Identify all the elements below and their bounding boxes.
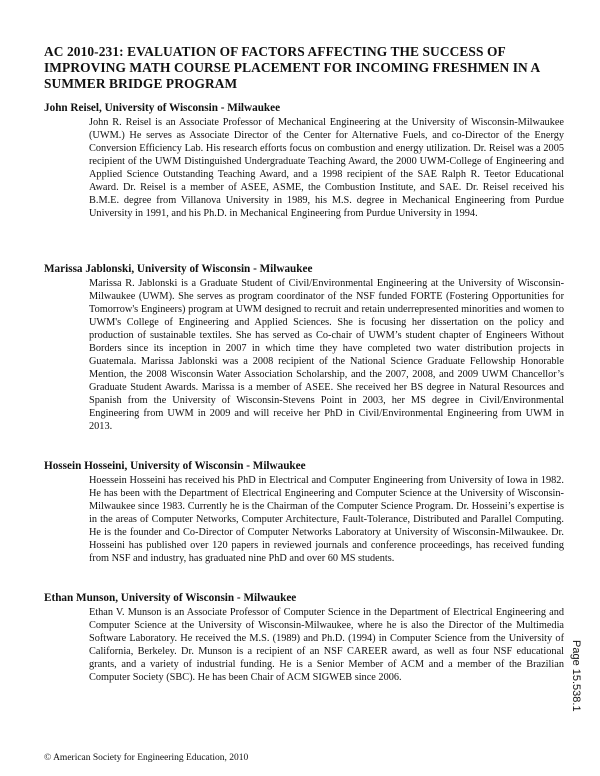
author-bio-text: Hoessein Hosseini has received his PhD in Electrical and Computer Engineering from University of Iowa in 1982. He has been with the Department of Electrical Engineering and Computer Science at the University of Wisconsin-Milwaukee since 1983. Currently he is the Chairman of the Computer Science Program. Dr. Hosseini’s expertise is in the areas of Computer Networks, Computer Architecture, Fault-Tolerance, Distributed and Parallel Computing. He is the founder and Co-Director of Computer Networks Laboratory at University of Wisconsin-Milwaukee. Dr. Hosseini has published over 120 papers in reviewed journals and conference proceedings, has received funding from NSF and industry, has graduated nine PhD and over 60 MS students. [89, 475, 564, 564]
author-bio-jablonski [44, 263, 564, 433]
author-bio-text: Marissa R. Jablonski is a Graduate Student of Civil/Environmental Engineering at the University of Wisconsin-Milwaukee (UWM). She serves as program coordinator of the NSF funded FORTE (Fostering Opportunities for Tomorrow's Engineers) program at UWM designed to recruit and retain underrepresented minorities and women to UWM's College of Engineering and Applied Sciences. She is focusing her dissertation on the policy and production of sustainable textiles. She has served as Co-chair of UWM’s student chapter of Engineers Without Borders since its inception in 2007 in which time they have completed two water distribution projects in Guatemala. Marissa Jablonski was a 2008 recipient of the National Science Graduate Fellowship Honorable Mention, the 2008 Wisconsin Water Association Scholarship, and the 2007, 2008, and 2009 UWM Chancellor’s Graduate Student Awards. Marissa is a member of ASEE. She received her BS degree in Natural Resources and Spanish from the University of Wisconsin-Stevens Point in 2003, her MS degree in Civil/Environmental Engineering from UWM in 2009 and will receive her PhD in Civil/Environmental Engineering from UWM in 2013. [89, 278, 564, 432]
page-number: Page 15.538.1 [570, 640, 582, 712]
author-name: Ethan Munson, University of Wisconsin - Milwaukee [44, 592, 297, 604]
author-bio-munson [44, 592, 564, 684]
paper-title: AC 2010-231: EVALUATION OF FACTORS AFFECTING THE SUCCESS OF IMPROVING MATH COURSE PLACEMENT FOR INCOMING FRESHMEN IN A SUMMER BRIDGE PROGRAM [44, 44, 540, 91]
author-bio-text: John R. Reisel is an Associate Professor of Mechanical Engineering at the University of Wisconsin-Milwaukee (UWM.) He serves as Associate Director of the Center for Alternative Fuels, and co-Director of the Energy Conversion Efficiency Lab. His research efforts focus on combustion and energy utilization. Dr. Reisel was a 2005 recipient of the UWM Distinguished Undergraduate Teaching Award, the 2000 UWM-College of Engineering and Applied Science Outstanding Teaching Award, and a 1998 recipient of the SAE Ralph R. Teetor Educational Award. Dr. Reisel is a member of ASEE, ASME, the Combustion Institute, and SAE. Dr. Reisel received his B.M.E. degree from Villanova University in 1989, his M.S. degree in Mechanical Engineering from Purdue University in 1991, and his Ph.D. in Mechanical Engineering from Purdue University in 1994. [89, 117, 564, 219]
author-bio-reisel [44, 102, 564, 220]
author-name: John Reisel, University of Wisconsin - Milwaukee [44, 102, 281, 114]
author-name: Marissa Jablonski, University of Wisconsin - Milwaukee [44, 263, 313, 275]
author-bio-hosseini [44, 460, 564, 565]
author-name: Hossein Hosseini, University of Wisconsin - Milwaukee [44, 460, 306, 472]
author-bio-text: Ethan V. Munson is an Associate Professor of Computer Science in the Department of Electrical Engineering and Computer Science at the University of Wisconsin-Milwaukee, where he is also the Director of the Multimedia Software Laboratory. He received the M.S. (1989) and Ph.D. (1994) in Computer Science from the University of California, Berkeley. Dr. Munson is a recipient of an NSF CAREER award, as well as four NSF educational grants, and a variety of industrial funding. He is a Senior Member of ACM and a member of the Brazilian Computer Society (SBC). He has been Chair of ACM SIGWEB since 2006. [89, 607, 564, 683]
copyright-footer: © American Society for Engineering Education, 2010 [44, 753, 249, 763]
